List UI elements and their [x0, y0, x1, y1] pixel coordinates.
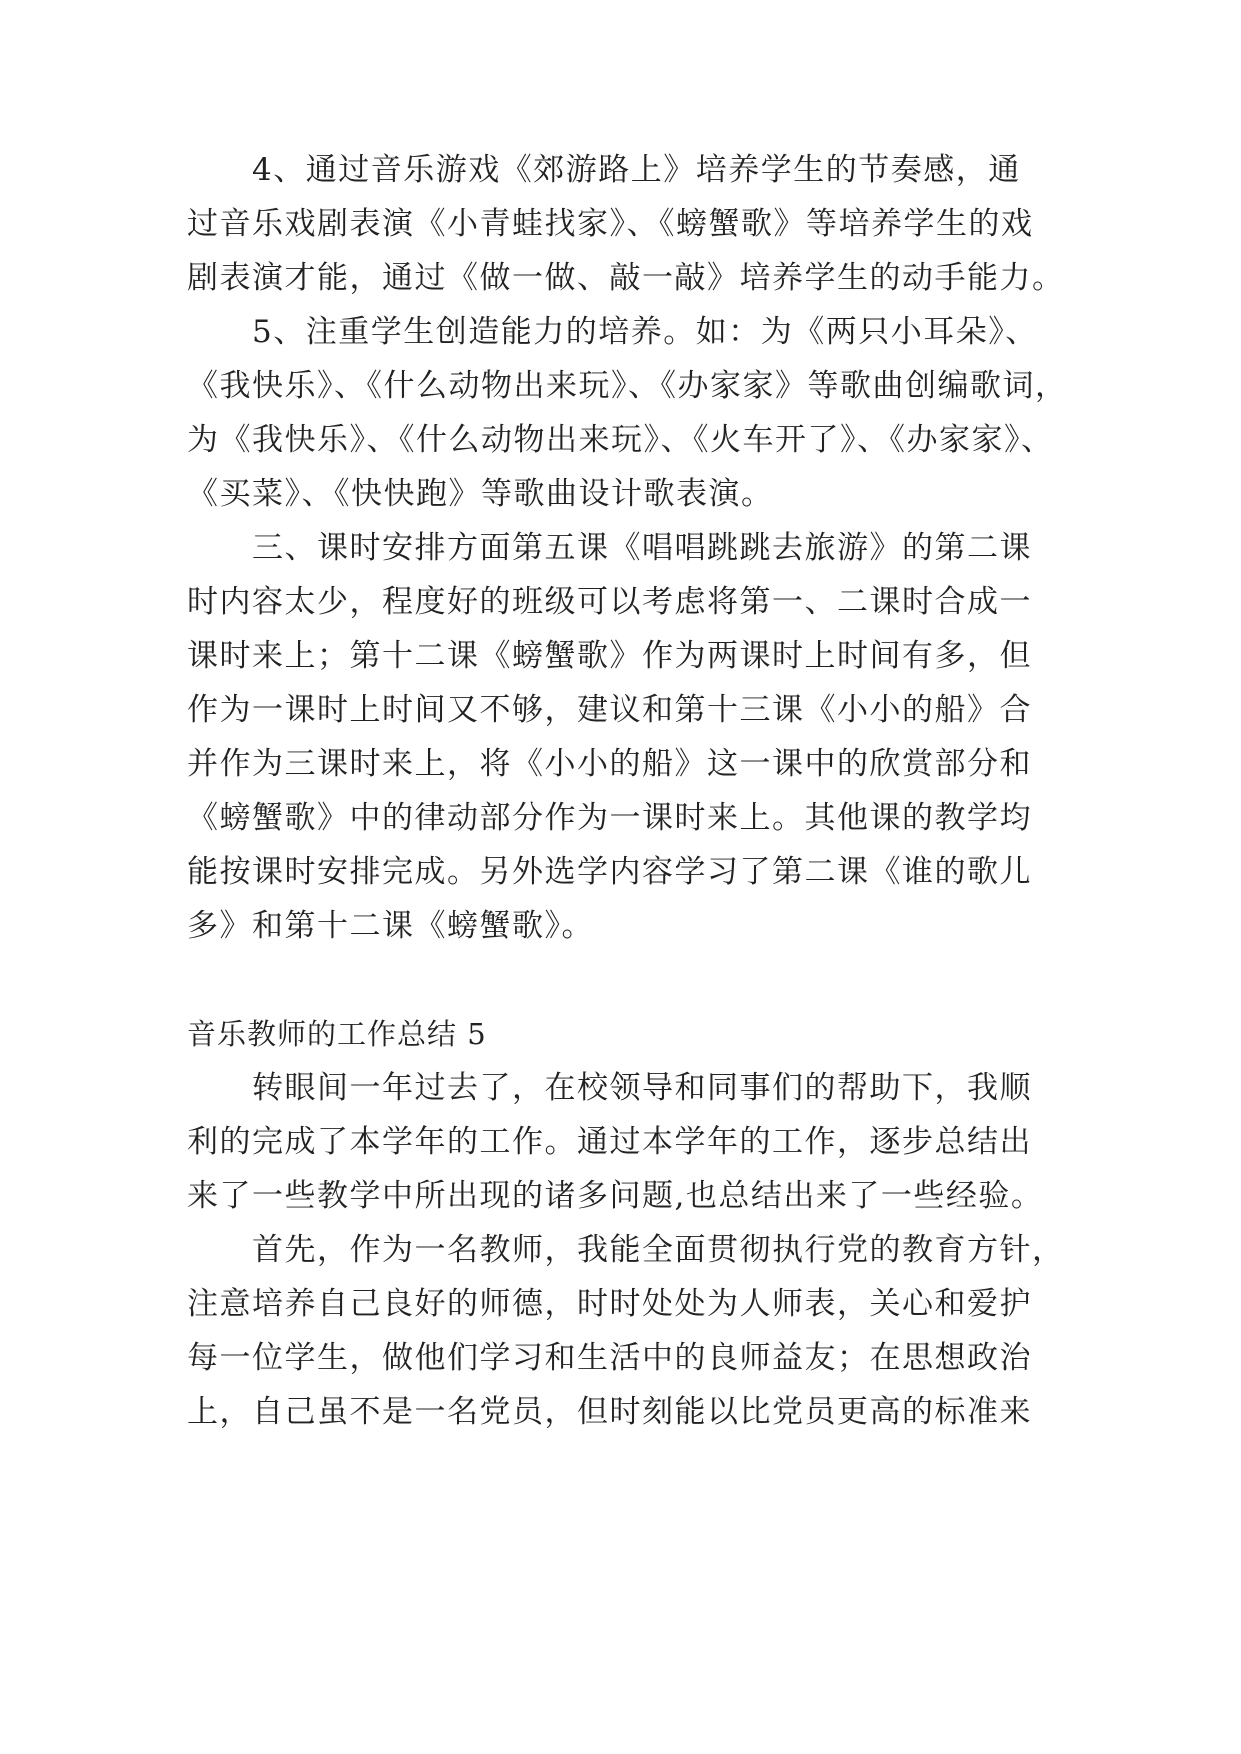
- text-line: 课时来上；第十二课《螃蟹歌》作为两课时上时间有多，但: [187, 638, 1032, 674]
- text-line: 三、课时安排方面第五课《唱唱跳跳去旅游》的第二课: [252, 530, 1032, 566]
- text-line: 转眼间一年过去了，在校领导和同事们的帮助下，我顺: [252, 1070, 1032, 1106]
- text-line: 每一位学生，做他们学习和生活中的良师益友；在思想政治: [187, 1340, 1032, 1376]
- text-line: 注意培养自己良好的师德，时时处处为人师表，关心和爱护: [187, 1286, 1032, 1322]
- text-line: 作为一课时上时间又不够，建议和第十三课《小小的船》合: [187, 692, 1032, 728]
- text-line: 多》和第十二课《螃蟹歌》。: [187, 908, 594, 944]
- text-line: 来了一些教学中所出现的诸多问题,也总结出来了一些经验。: [187, 1178, 1044, 1214]
- text-line: 过音乐戏剧表演《小青蛙找家》、《螃蟹歌》等培养学生的戏: [187, 206, 1034, 242]
- text-line: 上，自己虽不是一名党员，但时刻能以比党员更高的标准来: [187, 1394, 1032, 1430]
- text-line: 能按课时安排完成。另外选学内容学习了第二课《谁的歌儿: [187, 854, 1032, 890]
- text-line: 《买菜》、《快快跑》等歌曲设计歌表演。: [187, 476, 774, 512]
- text-line: 并作为三课时来上，将《小小的船》这一课中的欣赏部分和: [187, 746, 1032, 782]
- text-line: 《我快乐》、《什么动物出来玩》、《办家家》等歌曲创编歌词，: [187, 368, 1068, 404]
- text-line: 5、注重学生创造能力的培养。如：为《两只小耳朵》、: [252, 314, 1038, 350]
- text-line: 利的完成了本学年的工作。通过本学年的工作，逐步总结出: [187, 1124, 1032, 1160]
- section-heading: 音乐教师的工作总结 5: [187, 1017, 487, 1051]
- text-line: 时内容太少，程度好的班级可以考虑将第一、二课时合成一: [187, 584, 1032, 620]
- text-line: 为《我快乐》、《什么动物出来玩》、《火车开了》、《办家家》、: [187, 422, 1054, 458]
- text-line: 剧表演才能，通过《做一做、敲一敲》培养学生的动手能力。: [187, 260, 1065, 296]
- text-line: 首先，作为一名教师，我能全面贯彻执行党的教育方针，: [252, 1232, 1065, 1268]
- text-line: 《螃蟹歌》中的律动部分作为一课时来上。其他课的教学均: [187, 800, 1032, 836]
- text-line: 4、通过音乐游戏《郊游路上》培养学生的节奏感，通: [252, 152, 1021, 188]
